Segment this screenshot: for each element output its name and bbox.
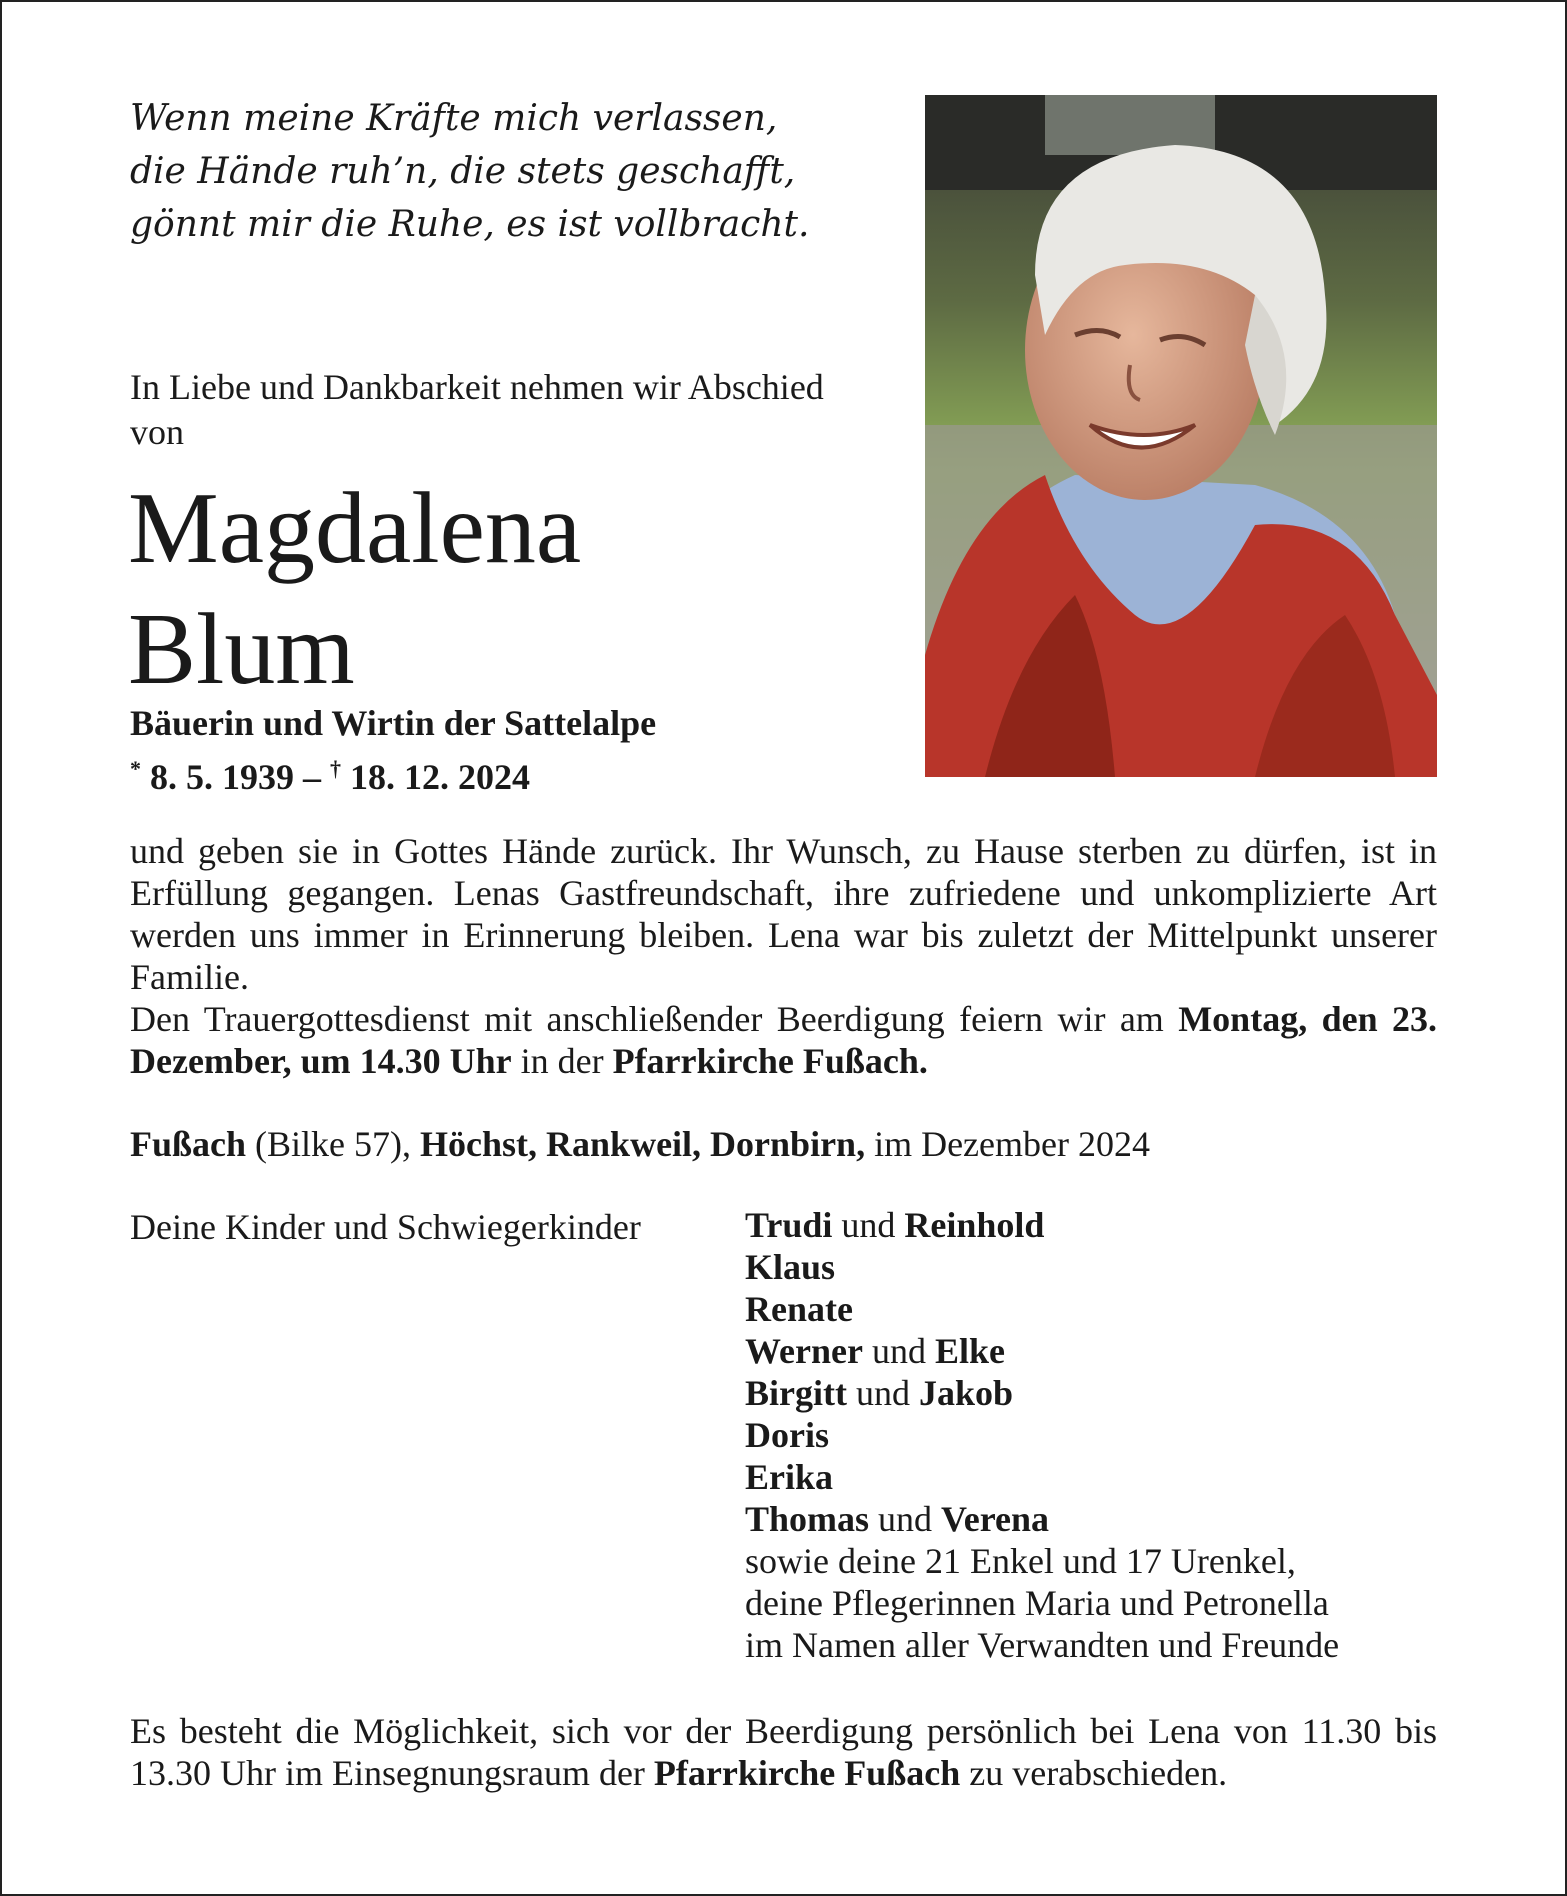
- date-separator: –: [303, 757, 321, 797]
- member-conj: und: [832, 1205, 905, 1245]
- family-list: [745, 1204, 1339, 1666]
- service-place: Pfarrkirche Fußach.: [612, 1041, 928, 1081]
- member-name: Trudi: [745, 1205, 833, 1245]
- footer-after: zu verabschieden.: [960, 1753, 1228, 1793]
- family-member: [745, 1372, 1339, 1414]
- service-intro: Den Trauergottesdienst mit anschließender Beerdigung feiern wir am: [130, 999, 1164, 1039]
- place-towns: Höchst, Rankweil, Dornbirn,: [420, 1124, 866, 1164]
- footer-before: Es besteht die Möglichkeit, sich vor der Beerdigung persönlich bei Lena von 11.30 bis 13.30 Uhr im Einsegnungsraum der: [130, 1711, 1437, 1793]
- portrait-photo: [925, 95, 1437, 777]
- member-conj: und: [846, 1373, 919, 1413]
- family-member: [745, 1414, 1339, 1456]
- poem-line: Wenn meine Kräfte mich verlassen,: [130, 98, 778, 139]
- family-member: [745, 1204, 1339, 1246]
- intro-text: In Liebe und Dankbarkeit nehmen wir Abschied von: [130, 367, 824, 452]
- birth-symbol: *: [130, 756, 141, 781]
- member-partner: Reinhold: [904, 1205, 1045, 1245]
- member-name: Erika: [745, 1457, 834, 1497]
- service-paragraph: [130, 998, 1437, 1082]
- poem: [130, 92, 809, 251]
- deceased-name: [128, 468, 581, 710]
- member-partner: Jakob: [918, 1373, 1014, 1413]
- first-name: Magdalena: [128, 472, 582, 585]
- member-name: Birgitt: [745, 1373, 847, 1413]
- life-dates: [130, 746, 530, 800]
- family-member: [745, 1498, 1339, 1540]
- member-conj: und: [862, 1331, 935, 1371]
- member-name: Thomas: [745, 1499, 870, 1539]
- footer-place: Pfarrkirche Fußach: [653, 1753, 961, 1793]
- family-member: [745, 1456, 1339, 1498]
- family-member: [745, 1246, 1339, 1288]
- service-mid: in der: [511, 1041, 613, 1081]
- service-date: Montag, den 23. Dezember, um 14.30 Uhr: [130, 999, 1437, 1081]
- family-label: Deine Kinder und Schwiegerkinder: [130, 1207, 641, 1247]
- place-line: [130, 1122, 1150, 1166]
- closing-line: sowie deine 21 Enkel und 17 Urenkel,: [745, 1541, 1296, 1581]
- poem-line: gönnt mir die Ruhe, es ist vollbracht.: [130, 204, 810, 245]
- death-date: 18. 12. 2024: [350, 757, 530, 797]
- member-partner: Elke: [934, 1331, 1005, 1371]
- member-name: Werner: [745, 1331, 863, 1371]
- portrait-illustration: [925, 95, 1437, 777]
- body-paragraph: und geben sie in Gottes Hände zurück. Ihr Wunsch, zu Hause sterben zu dürfen, ist in Erfüllung gegangen. Lenas Gastfreundschaft, ihre zufriedene und unkomplizierte Art werden uns immer in Erinnerung bleiben. Lena war bis zuletzt der Mittelpunkt unserer Familie.: [130, 831, 1437, 997]
- closing-line: im Namen aller Verwandten und Freunde: [745, 1625, 1340, 1665]
- footer-text: [130, 1710, 1437, 1794]
- occupation: Bäuerin und Wirtin der Sattelalpe: [130, 703, 657, 743]
- body-text: [130, 830, 1437, 1082]
- place-address: (Bilke 57),: [246, 1124, 421, 1164]
- birth-date: 8. 5. 1939: [150, 757, 294, 797]
- place-date: im Dezember 2024: [865, 1124, 1150, 1164]
- member-partner: Verena: [941, 1499, 1050, 1539]
- member-name: Renate: [745, 1289, 853, 1329]
- family-member: [745, 1288, 1339, 1330]
- member-conj: und: [869, 1499, 942, 1539]
- closing-line: deine Pflegerinnen Maria und Petronella: [745, 1583, 1329, 1623]
- poem-line: die Hände ruh’n, die stets geschafft,: [130, 151, 796, 192]
- member-name: Klaus: [745, 1247, 836, 1287]
- family-member: [745, 1330, 1339, 1372]
- member-name: Doris: [745, 1415, 829, 1455]
- place-town: Fußach: [130, 1124, 247, 1164]
- death-symbol: †: [330, 756, 341, 781]
- last-name: Blum: [128, 593, 355, 706]
